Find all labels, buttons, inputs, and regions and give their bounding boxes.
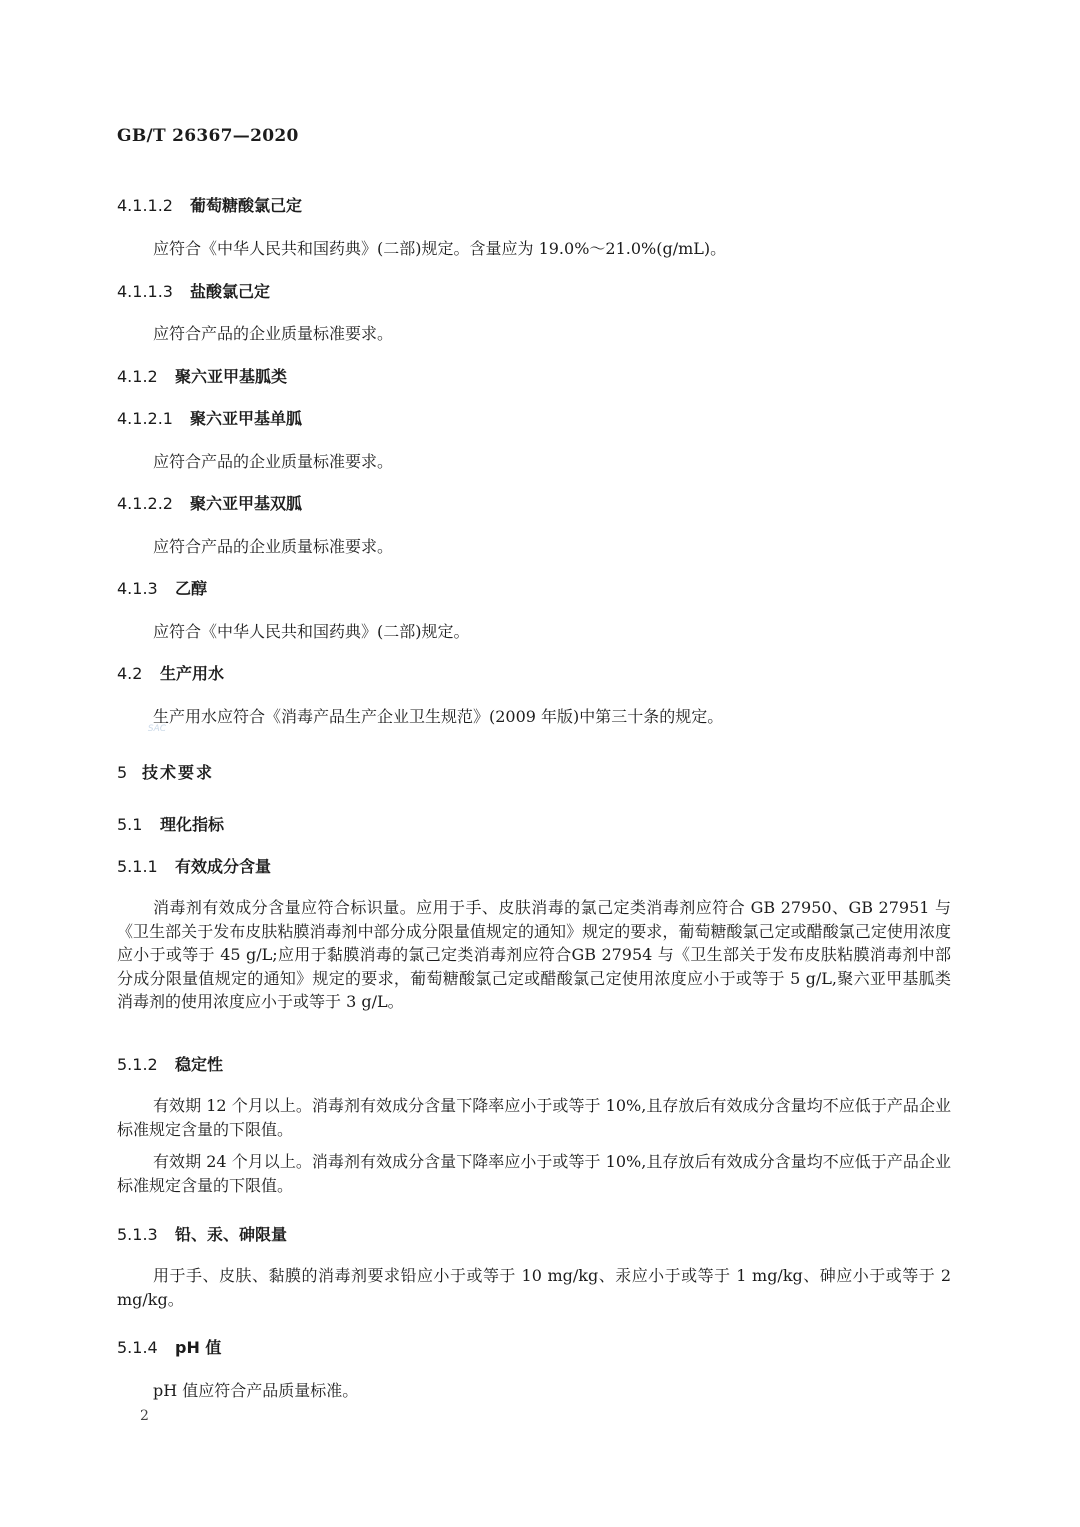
section-heading xyxy=(117,1052,223,1075)
section-number: 5.1.4 xyxy=(117,1338,158,1357)
section-title: 技术要求 xyxy=(142,763,215,782)
section-title: 生产用水 xyxy=(160,664,225,683)
section-heading xyxy=(117,854,271,877)
section-number: 5.1 xyxy=(117,815,143,834)
section-number: 4.1.2.2 xyxy=(117,494,173,513)
section-number: 5.1.2 xyxy=(117,1055,158,1074)
section-title: 有效成分含量 xyxy=(175,857,272,876)
standard-code: GB/T 26367—2020 xyxy=(117,126,299,146)
section-number: 5.1.3 xyxy=(117,1225,158,1244)
section-body: 用于手、皮肤、黏膜的消毒剂要求铅应小于或等于 10 mg/kg、汞应小于或等于 1 mg/kg、砷应小于或等于 2 mg/kg。 xyxy=(117,1266,951,1309)
section-heading xyxy=(117,576,207,599)
section-title: 稳定性 xyxy=(175,1055,224,1074)
section-title: 葡萄糖酸氯己定 xyxy=(190,196,303,215)
section-heading xyxy=(117,1222,287,1245)
chapter-heading xyxy=(117,760,214,783)
page-number: 2 xyxy=(140,1408,149,1424)
section-heading xyxy=(117,491,302,514)
section-title: 盐酸氯己定 xyxy=(190,282,271,301)
section-heading xyxy=(117,812,224,835)
section-heading xyxy=(117,406,302,429)
section-number: 5.1.1 xyxy=(117,857,158,876)
section-title: 铅、汞、砷限量 xyxy=(175,1225,288,1244)
section-number: 4.1.1.3 xyxy=(117,282,173,301)
section-number: 4.1.3 xyxy=(117,579,158,598)
section-number: 4.2 xyxy=(117,664,143,683)
section-number: 5 xyxy=(117,763,128,782)
section-number: 4.1.1.2 xyxy=(117,196,173,215)
section-body: 应符合产品的企业质量标准要求。 xyxy=(153,324,394,343)
section-title: 聚六亚甲基单胍 xyxy=(190,409,303,428)
section-body: 有效期 12 个月以上。消毒剂有效成分含量下降率应小于或等于 10%,且存放后有效成分含量均不应低于产品企业标准规定含量的下限值。 xyxy=(117,1096,951,1139)
section-title: 理化指标 xyxy=(160,815,225,834)
section-heading xyxy=(117,193,302,216)
section-heading xyxy=(117,661,224,684)
section-body: 应符合产品的企业质量标准要求。 xyxy=(153,537,394,556)
section-body: 应符合产品的企业质量标准要求。 xyxy=(153,452,394,471)
section-title: 聚六亚甲基胍类 xyxy=(175,367,288,386)
section-body: 有效期 24 个月以上。消毒剂有效成分含量下降率应小于或等于 10%,且存放后有效成分含量均不应低于产品企业标准规定含量的下限值。 xyxy=(117,1152,951,1195)
section-body: 应符合《中华人民共和国药典》(二部)规定。 xyxy=(153,622,470,641)
section-title: 聚六亚甲基双胍 xyxy=(190,494,303,513)
section-heading xyxy=(117,1335,221,1358)
section-body: 消毒剂有效成分含量应符合标识量。应用于手、皮肤消毒的氯己定类消毒剂应符合 GB 27950、GB 27951 与《卫生部关于发布皮肤粘膜消毒剂中部分成分限量值规定的通知》规定的要求，葡萄糖酸氯己定或醋酸氯己定使用浓度应小于或等于 45 g/L;应用于黏膜消毒的氯己定类消毒剂应符合GB 27954 与《卫生部关于发布皮肤粘膜消毒剂中部分成分限量值规定的通知》规定的要求，葡萄糖酸氯己定或醋酸氯己定使用浓度应小于或等于 5 g/L,聚六亚甲基胍类消毒剂的使用浓度应小于或等于 3 g/L。 xyxy=(117,898,951,1011)
section-number: 4.1.2 xyxy=(117,367,158,386)
section-heading xyxy=(117,364,287,387)
sac-watermark: SAC xyxy=(147,724,167,734)
section-body: 生产用水应符合《消毒产品生产企业卫生规范》(2009 年版)中第三十条的规定。 xyxy=(153,707,724,726)
section-heading xyxy=(117,279,270,302)
section-title: 乙醇 xyxy=(175,579,208,598)
section-number: 4.1.2.1 xyxy=(117,409,173,428)
section-body: 应符合《中华人民共和国药典》(二部)规定。含量应为 19.0%～21.0%(g/mL)。 xyxy=(153,239,727,258)
section-title: pH 值 xyxy=(175,1338,222,1357)
section-body: pH 值应符合产品质量标准。 xyxy=(153,1381,359,1400)
